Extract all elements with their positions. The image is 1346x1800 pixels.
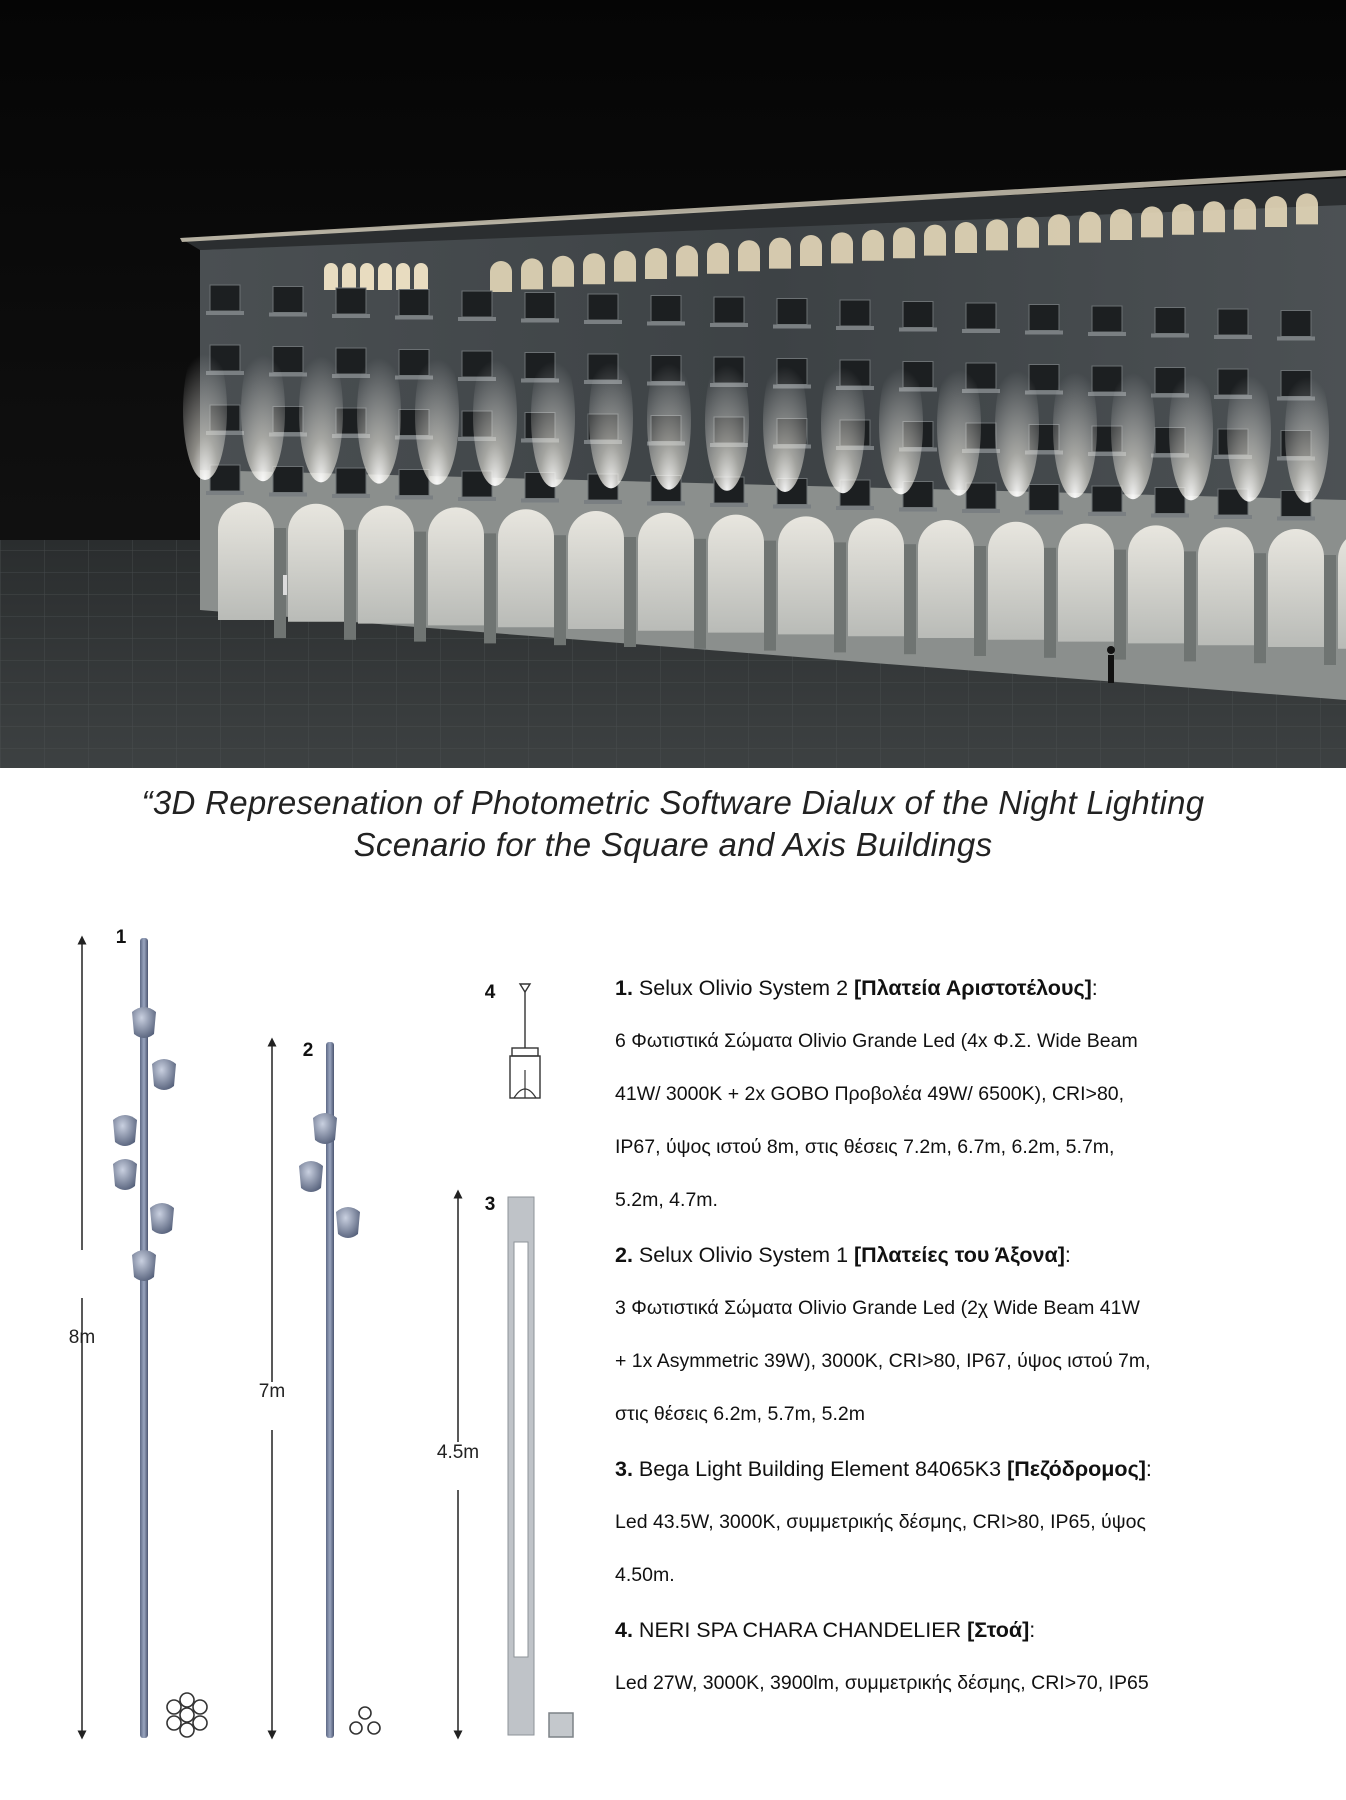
spec-4-line: Led 27W, 3000K, 3900lm, συμμετρικής δέσμης, CRI>70, IP65 <box>615 1672 1149 1694</box>
fixture-2-pole <box>259 1040 380 1738</box>
spec-2-line: 3 Φωτιστικά Σώματα Olivio Grande Led (2χ Wide Beam 41W <box>615 1297 1140 1319</box>
fixture-1-plan-icon <box>167 1693 207 1737</box>
spec-2-line: στις θέσεις 6.2m, 5.7m, 5.2m <box>615 1403 866 1425</box>
luminaire-specifications <box>615 975 1265 1725</box>
spec-2-title <box>615 1242 1265 1268</box>
fixture-4-number: 4 <box>484 982 496 1003</box>
spec-location: [Πλατείες του Άξονα] <box>854 1243 1065 1267</box>
fixture-3-column <box>437 1194 573 1737</box>
spec-number: 3. <box>615 1457 633 1481</box>
spec-1-line: 6 Φωτιστικά Σώματα Olivio Grande Led (4x Φ.Σ. Wide Beam <box>615 1030 1138 1052</box>
spec-name: Selux Olivio System 1 <box>638 1243 849 1267</box>
fixture-2-height: 7m <box>258 1381 286 1402</box>
spec-location: [Στοά] <box>967 1618 1030 1642</box>
figure-caption <box>0 782 1346 866</box>
fixture-elevation-drawing <box>0 920 600 1750</box>
night-render-image <box>0 0 1346 768</box>
spec-1-line: 41W/ 3000K + 2x GOBO Προβολέα 49W/ 6500K), CRI>80, <box>615 1083 1125 1105</box>
spec-3-line: 4.50m. <box>615 1564 675 1586</box>
spec-3-title <box>615 1456 1265 1482</box>
spec-2-line: + 1x Asymmetric 39W), 3000K, CRI>80, IP67, ύψος ιστού 7m, <box>615 1350 1151 1372</box>
fixture-2-number: 2 <box>302 1040 314 1061</box>
spec-suffix: : <box>1145 1457 1152 1481</box>
spec-4-title <box>615 1617 1265 1643</box>
spec-3-line: Led 43.5W, 3000K, συμμετρικής δέσμης, CRI>80, IP65, ύψος <box>615 1511 1146 1533</box>
fixture-1-height: 8m <box>68 1327 96 1348</box>
spec-location: [Πεζόδρομος] <box>1007 1457 1146 1481</box>
spec-1-title <box>615 975 1265 1001</box>
spec-number: 2. <box>615 1243 633 1267</box>
spec-suffix: : <box>1029 1618 1036 1642</box>
spec-number: 1. <box>615 976 633 1000</box>
fixture-1-number: 1 <box>115 927 127 948</box>
fixture-3-height: 4.5m <box>436 1442 480 1463</box>
spec-suffix: : <box>1091 976 1098 1000</box>
fixture-1-pole <box>69 927 207 1738</box>
spec-name: Bega Light Building Element 84065K3 <box>638 1457 1002 1481</box>
spec-name: NERI SPA CHARA CHANDELIER <box>638 1618 962 1642</box>
caption-line-1: “3D Represenation of Photometric Software Dialux of the Night Lighting <box>141 784 1205 821</box>
spec-1-line: 5.2m, 4.7m. <box>615 1189 718 1211</box>
spec-name: Selux Olivio System 2 <box>638 976 849 1000</box>
fixture-2-plan-icon <box>350 1707 380 1734</box>
spec-suffix: : <box>1064 1243 1071 1267</box>
spec-1-line: IP67, ύψος ιστού 8m, στις θέσεις 7.2m, 6.7m, 6.2m, 5.7m, <box>615 1136 1115 1158</box>
spec-number: 4. <box>615 1618 633 1642</box>
caption-line-2: Scenario for the Square and Axis Buildings <box>353 826 993 863</box>
fixture-4-chandelier <box>485 982 540 1098</box>
fixture-3-number: 3 <box>484 1194 496 1215</box>
spec-location: [Πλατεία Αριστοτέλους] <box>854 976 1092 1000</box>
